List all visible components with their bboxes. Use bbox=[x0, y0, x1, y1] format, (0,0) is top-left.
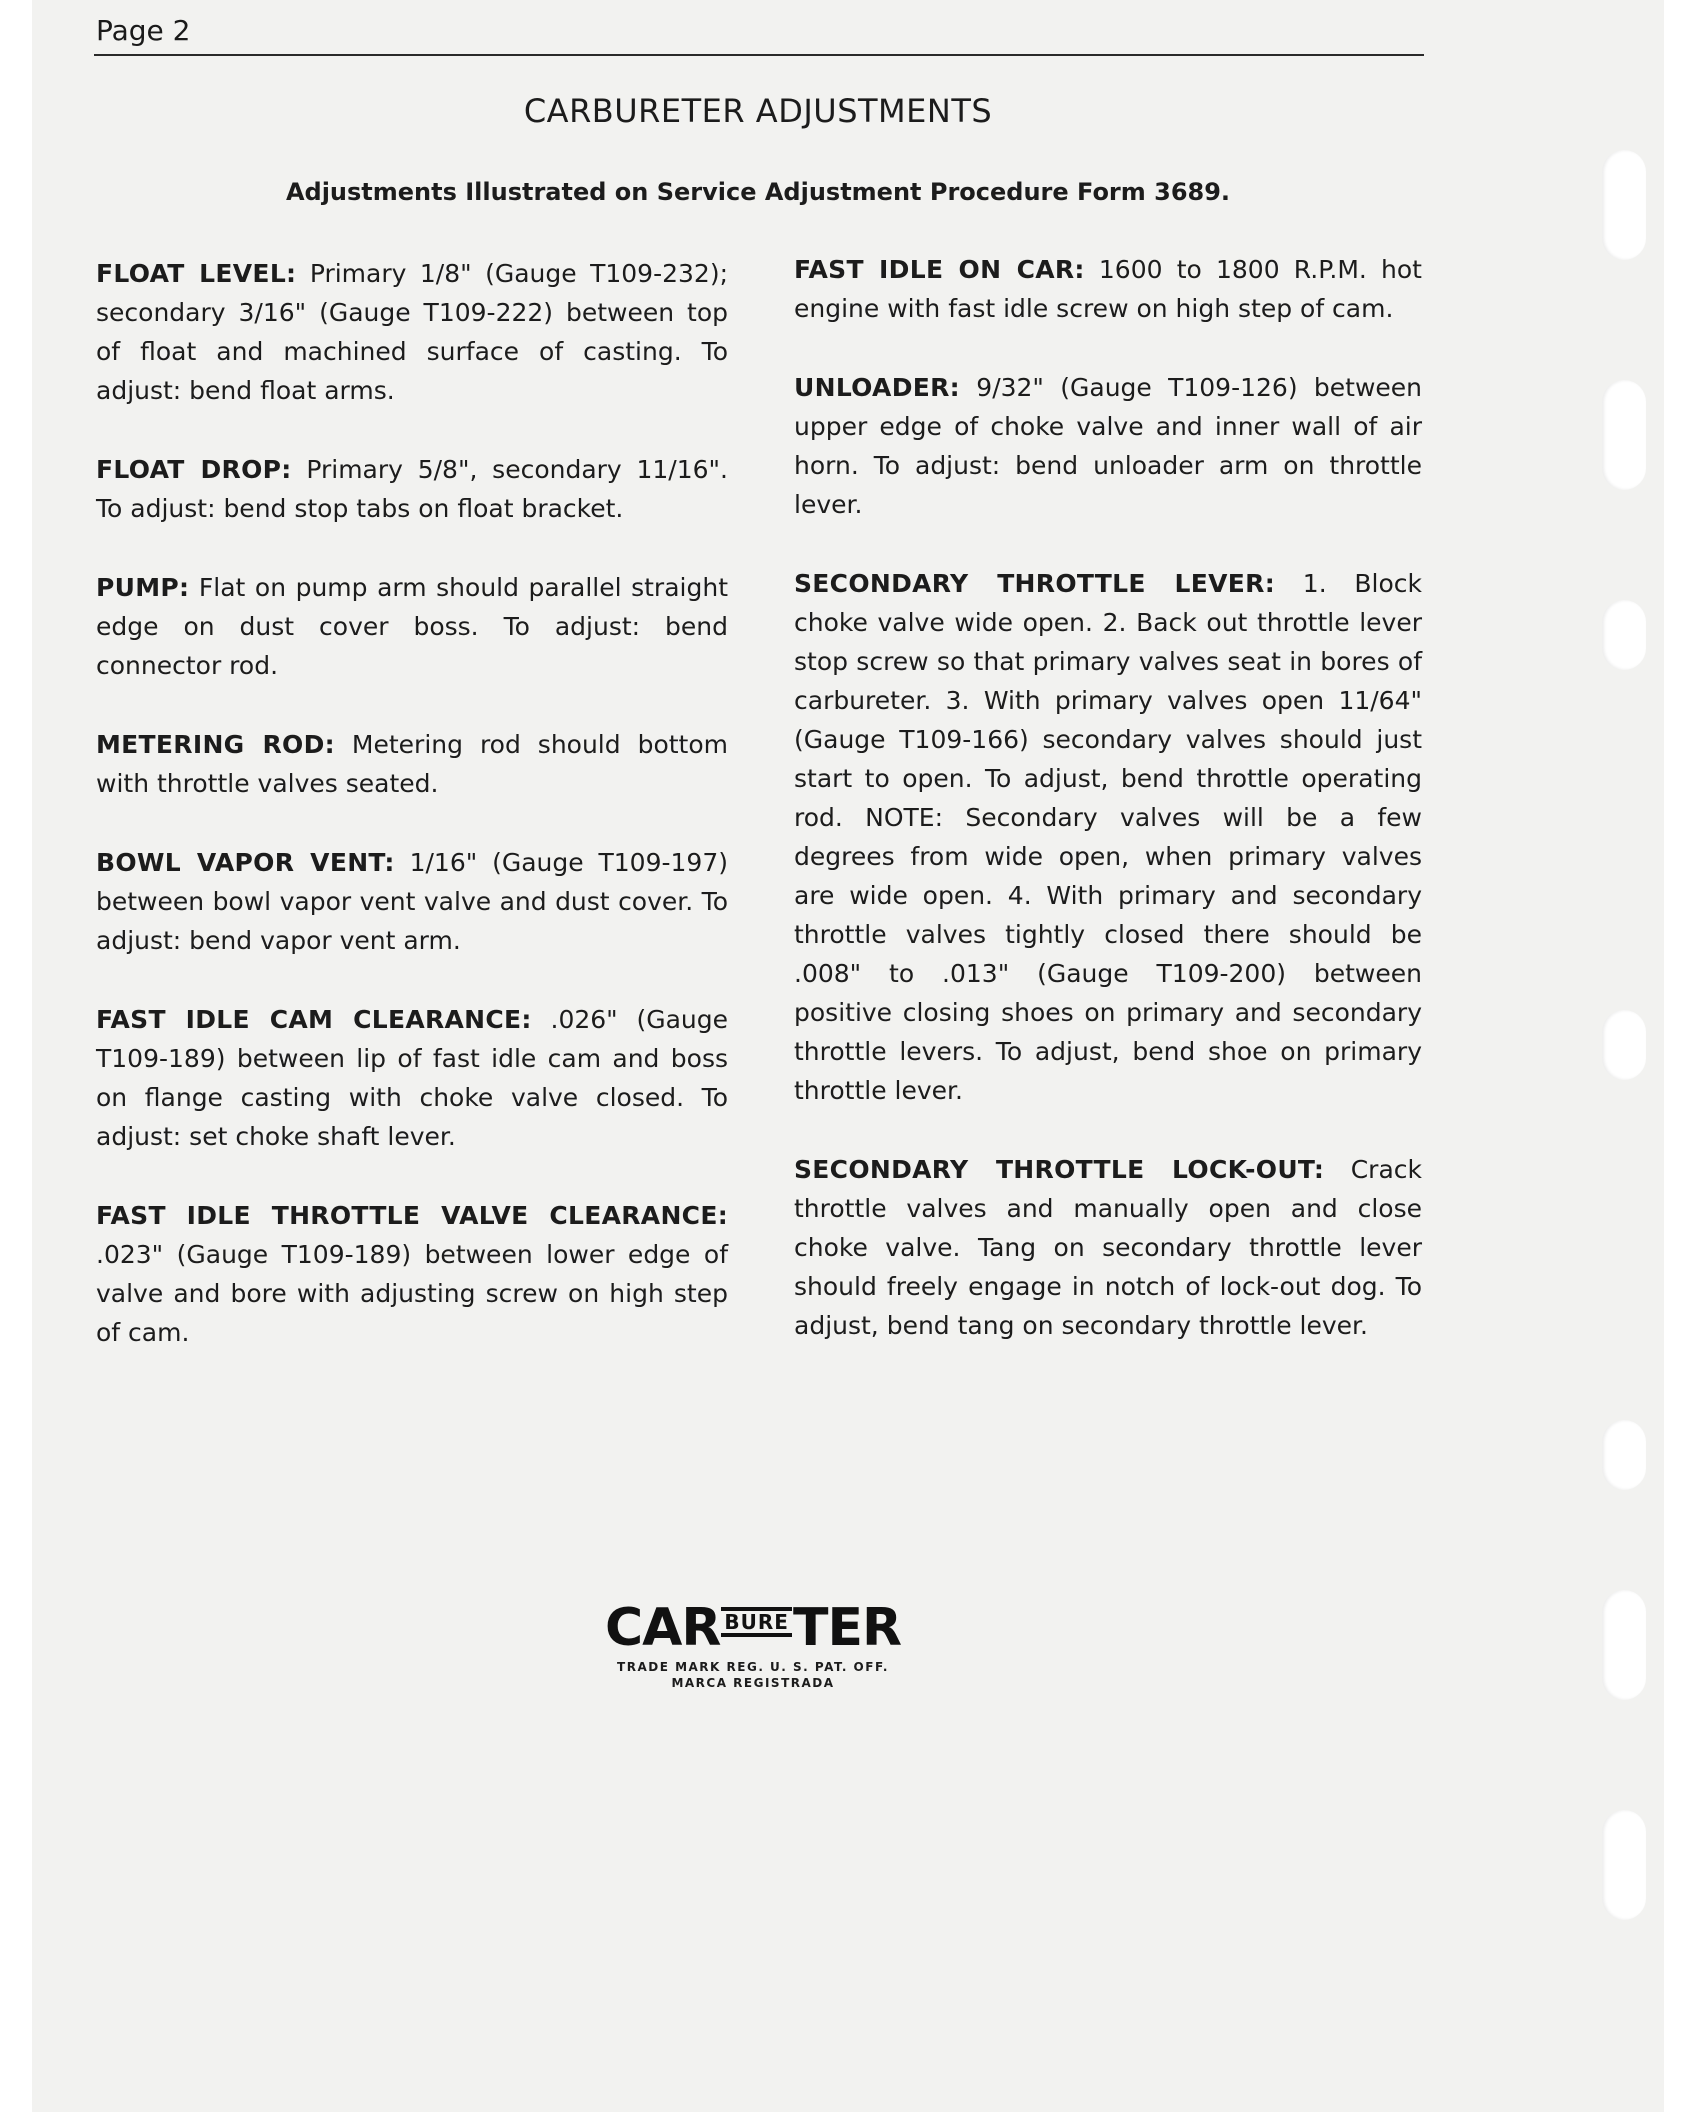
binder-hole bbox=[1602, 600, 1646, 670]
binder-hole bbox=[1602, 1590, 1646, 1700]
section-heading: FAST IDLE CAM CLEARANCE: bbox=[96, 1005, 532, 1034]
section-fast-idle-on-car bbox=[794, 250, 1422, 328]
section-metering-rod bbox=[96, 725, 728, 803]
section-float-level bbox=[96, 254, 728, 410]
right-column bbox=[794, 250, 1422, 1385]
logo-part-ter: TER bbox=[792, 1598, 902, 1658]
logo-part-car: CAR bbox=[604, 1598, 721, 1658]
section-float-drop bbox=[96, 450, 728, 528]
binder-hole bbox=[1602, 1010, 1646, 1080]
section-text: Flat on pump arm should parallel straight edge on dust cover boss. To adjust: bend connector rod. bbox=[96, 573, 728, 680]
binder-hole bbox=[1602, 150, 1646, 260]
carbureter-trademark-logo bbox=[588, 1600, 918, 1690]
section-fast-idle-throttle-valve-clearance bbox=[96, 1196, 728, 1352]
marca-line: MARCA REGISTRADA bbox=[671, 1676, 835, 1690]
section-heading: FAST IDLE THROTTLE VALVE CLEARANCE: bbox=[96, 1201, 728, 1230]
section-heading: FLOAT LEVEL: bbox=[96, 259, 297, 288]
header-rule bbox=[94, 54, 1424, 56]
section-pump bbox=[96, 568, 728, 685]
section-unloader bbox=[794, 368, 1422, 524]
trademark-line: TRADE MARK REG. U. S. PAT. OFF. bbox=[617, 1660, 889, 1674]
section-secondary-throttle-lock-out bbox=[794, 1150, 1422, 1345]
section-heading: FLOAT DROP: bbox=[96, 455, 292, 484]
logo-wordmark bbox=[588, 1600, 918, 1656]
page-number: Page 2 bbox=[96, 14, 191, 47]
section-text: 1/16" (Gauge T109-197) between bowl vapor vent valve and dust cover. To adjust: bend vapor vent arm. bbox=[96, 848, 728, 955]
left-column bbox=[96, 254, 728, 1392]
section-heading: BOWL VAPOR VENT: bbox=[96, 848, 395, 877]
binder-hole bbox=[1602, 380, 1646, 490]
section-heading: METERING ROD: bbox=[96, 730, 335, 759]
section-text: 9/32" (Gauge T109-126) between upper edge of choke valve and inner wall of air horn. To adjust: bend unloader arm on throttle lever. bbox=[794, 373, 1422, 519]
page-subtitle: Adjustments Illustrated on Service Adjustment Procedure Form 3689. bbox=[285, 178, 1231, 206]
section-fast-idle-cam-clearance bbox=[96, 1000, 728, 1156]
section-text: .023" (Gauge T109-189) between lower edge of valve and bore with adjusting screw on high step of cam. bbox=[96, 1240, 728, 1347]
section-text: Metering rod should bottom with throttle valves seated. bbox=[96, 730, 728, 798]
section-secondary-throttle-lever bbox=[794, 564, 1422, 1110]
section-text: 1. Block choke valve wide open. 2. Back out throttle lever stop screw so that primary valves seat in bores of carbureter. 3. With primary valves open 11/64" (Gauge T109-166) secondary valves should just start to open. To adjust, bend throttle operating rod. NOTE: Secondary valves will be a few degrees from wide open, when primary valves are wide open. 4. With primary and secondary throttle valves tightly closed there should be .008" to .013" (Gauge T109-200) between positive closing shoes on primary and secondary throttle levers. To adjust, bend shoe on primary throttle lever. bbox=[794, 569, 1423, 1105]
binder-hole bbox=[1602, 1420, 1646, 1490]
binder-hole bbox=[1602, 1810, 1646, 1920]
page-title: CARBURETER ADJUSTMENTS bbox=[523, 92, 993, 130]
section-heading: SECONDARY THROTTLE LEVER: bbox=[794, 569, 1276, 598]
section-heading: SECONDARY THROTTLE LOCK-OUT: bbox=[794, 1155, 1325, 1184]
section-text: .026" (Gauge T109-189) between lip of fast idle cam and boss on flange casting with choke valve closed. To adjust: set choke shaft lever. bbox=[96, 1005, 728, 1151]
logo-boxed-text: BURE bbox=[721, 1607, 792, 1637]
section-text: Primary 1/8" (Gauge T109-232); secondary 3/16" (Gauge T109-222) between top of float and machined surface of casting. To adjust: bend float arms. bbox=[96, 259, 728, 405]
section-heading: PUMP: bbox=[96, 573, 190, 602]
section-text: Primary 5/8", secondary 11/16". To adjust: bend stop tabs on float bracket. bbox=[96, 455, 728, 523]
section-heading: UNLOADER: bbox=[794, 373, 960, 402]
section-heading: FAST IDLE ON CAR: bbox=[794, 255, 1085, 284]
section-text: 1600 to 1800 R.P.M. hot engine with fast idle screw on high step of cam. bbox=[794, 255, 1422, 323]
section-bowl-vapor-vent bbox=[96, 843, 728, 960]
section-text: Crack throttle valves and manually open and close choke valve. Tang on secondary throttle lever should freely engage in notch of lock-out dog. To adjust, bend tang on secondary throttle lever. bbox=[794, 1155, 1422, 1340]
document-page bbox=[32, 0, 1664, 2112]
